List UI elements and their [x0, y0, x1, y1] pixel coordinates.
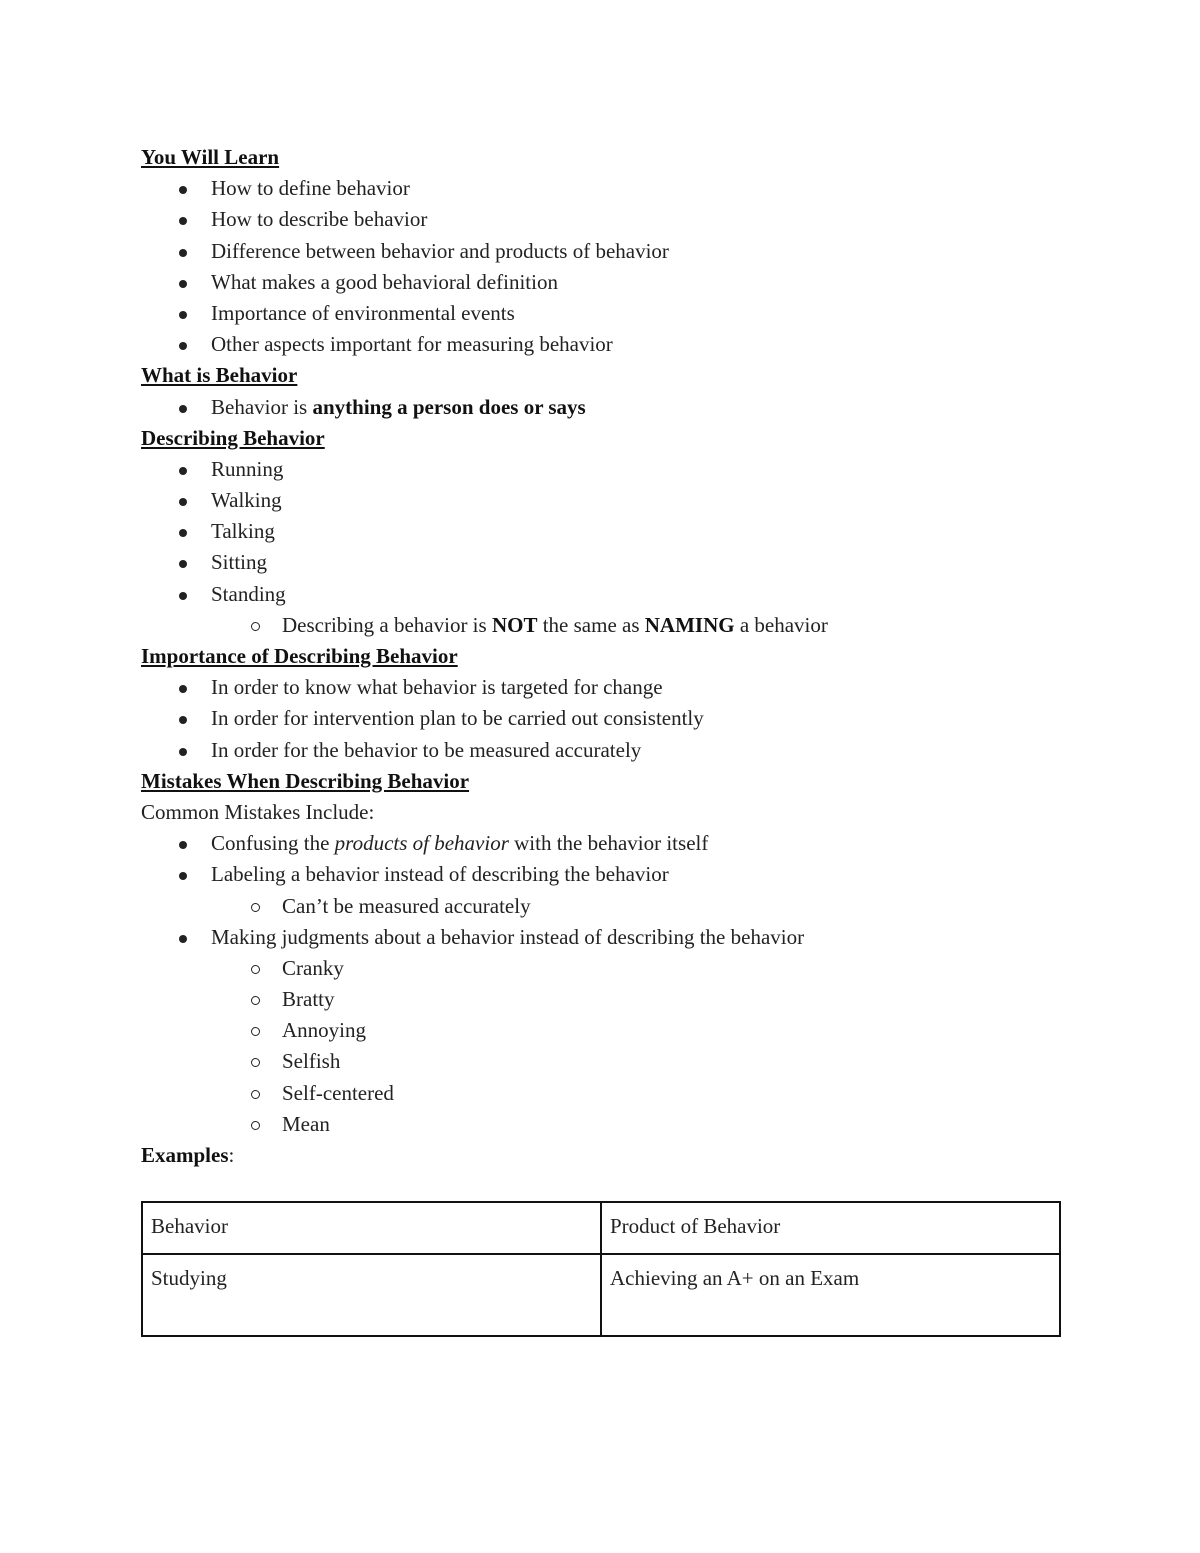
list-item: Difference between behavior and products of behavior: [141, 236, 1071, 267]
table-row: [142, 1254, 1060, 1336]
list-item: Standing: [141, 579, 1071, 610]
list-item: Running: [141, 454, 1071, 485]
bold-text: NOT: [491, 612, 538, 637]
italic-text: products of behavior: [334, 831, 509, 856]
list-item: Labeling a behavior instead of describing the behavior: [141, 859, 1071, 890]
sub-list-item: Selfish: [141, 1046, 1071, 1077]
table-header-row: [142, 1202, 1060, 1254]
list-item: How to define behavior: [141, 173, 1071, 204]
sub-list-item: Self-centered: [141, 1078, 1071, 1109]
heading-importance: Importance of Describing Behavior: [141, 644, 458, 668]
text-span: the same as: [537, 612, 645, 637]
text-span: Confusing the: [211, 831, 335, 856]
list-item: In order to know what behavior is targeted for change: [141, 672, 1071, 703]
table-cell: Achieving an A+ on an Exam: [601, 1254, 1060, 1336]
list-item: Importance of environmental events: [141, 298, 1071, 329]
bold-text: NAMING: [644, 612, 735, 637]
table-header-cell: Product of Behavior: [601, 1202, 1060, 1254]
bold-text: anything a person does or says: [312, 394, 586, 419]
sub-list-item: Cranky: [141, 953, 1071, 984]
heading-mistakes: Mistakes When Describing Behavior: [141, 768, 470, 793]
list-item: How to describe behavior: [141, 204, 1071, 235]
list-item: [141, 828, 1071, 859]
list-item: Talking: [141, 516, 1071, 547]
list-item: What makes a good behavioral definition: [141, 267, 1071, 298]
list-item: In order for intervention plan to be carried out consistently: [141, 703, 1071, 734]
list-item: Sitting: [141, 547, 1071, 578]
sub-list-item: Mean: [141, 1109, 1071, 1140]
heading-you-will-learn: You Will Learn: [141, 145, 280, 169]
heading-what-is-behavior: What is Behavior: [141, 363, 298, 388]
text-span: a behavior: [734, 612, 828, 637]
examples-table: [141, 1201, 1061, 1337]
sub-list-item: Annoying: [141, 1015, 1071, 1046]
bold-text: Examples: [141, 1143, 229, 1167]
sub-list-item: Can’t be measured accurately: [141, 891, 1071, 922]
document-page: [141, 142, 1071, 1171]
list-item: [141, 392, 1071, 423]
sub-list-item: [141, 610, 1071, 641]
text-span: :: [228, 1143, 235, 1167]
examples-label: [141, 1140, 1071, 1171]
list-item: In order for the behavior to be measured accurately: [141, 735, 1071, 766]
table-header-cell: Behavior: [142, 1202, 601, 1254]
list-item: Walking: [141, 485, 1071, 516]
heading-describing-behavior: Describing Behavior: [141, 425, 325, 450]
table-cell: Studying: [142, 1254, 601, 1336]
text-span: with the behavior itself: [508, 831, 709, 856]
text-span: Describing a behavior is: [282, 612, 492, 637]
mistakes-intro: Common Mistakes Include:: [141, 799, 375, 824]
list-item: Making judgments about a behavior instead of describing the behavior: [141, 922, 1071, 953]
sub-list-item: Bratty: [141, 984, 1071, 1015]
text-span: Behavior is: [211, 394, 313, 419]
list-item: Other aspects important for measuring behavior: [141, 329, 1071, 360]
